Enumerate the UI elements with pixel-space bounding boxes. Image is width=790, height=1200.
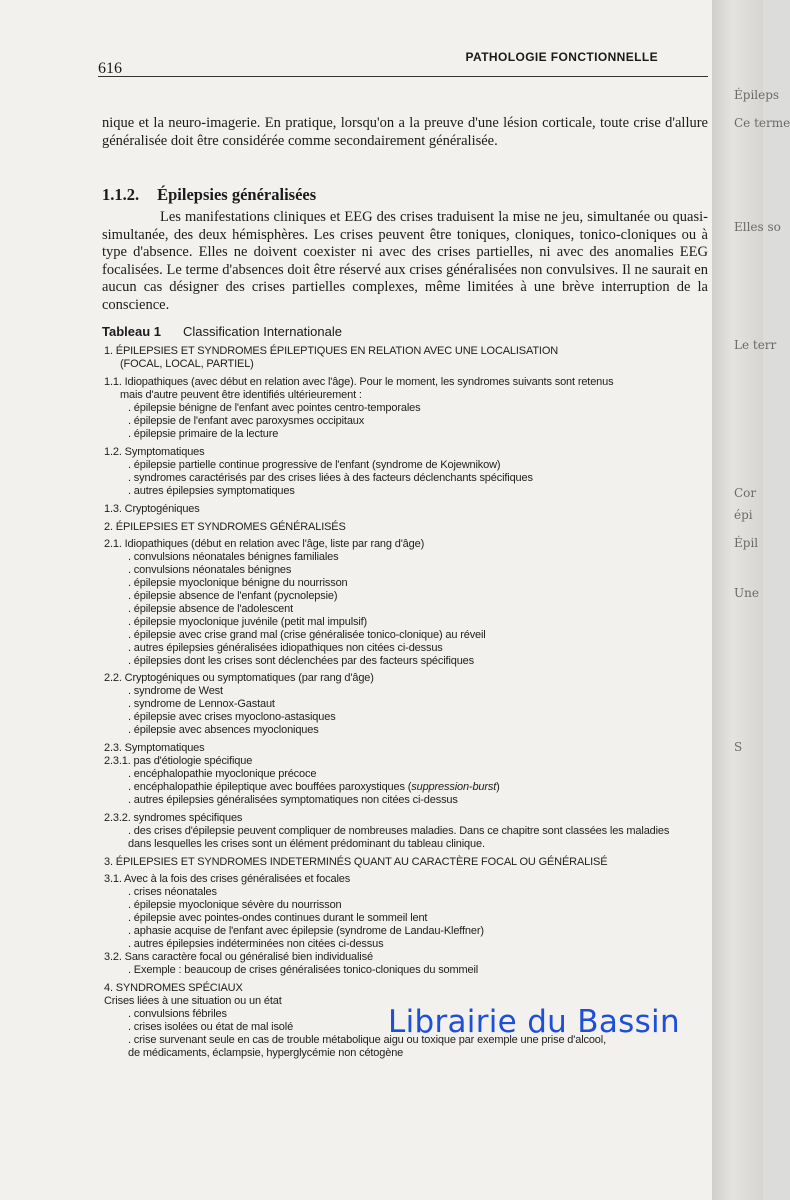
table-line: Crises liées à une situation ou un état <box>104 995 282 1007</box>
table-line: 2.1. Idiopathiques (début en relation avec l'âge, liste par rang d'âge) <box>104 538 425 550</box>
table-line: . convulsions néonatales bénignes <box>128 564 292 576</box>
table-line: . épilepsie partielle continue progressive de l'enfant (syndrome de Kojewnikow) <box>128 459 501 471</box>
table-line: . convulsions fébriles <box>128 1008 227 1020</box>
section-heading <box>102 185 316 205</box>
table-line: . épilepsie avec crises myoclono-astasiques <box>128 711 336 723</box>
table-line: 1.1. Idiopathiques (avec début en relation avec l'âge). Pour le moment, les syndromes suivants sont retenus <box>104 376 614 388</box>
table-line-text: . encéphalopathie épileptique avec bouffées paroxystiques ( <box>128 781 412 793</box>
table-line: 4. SYNDROMES SPÉCIAUX <box>104 982 243 994</box>
table-line: . crises isolées ou état de mal isolé <box>128 1021 294 1033</box>
table-line: . autres épilepsies symptomatiques <box>128 485 295 497</box>
table-line: 3.2. Sans caractère focal ou généralisé bien individualisé <box>104 951 373 963</box>
table-line: . encéphalopathie myoclonique précoce <box>128 768 317 780</box>
table-line: 2.3. Symptomatiques <box>104 742 205 754</box>
table-line: . épilepsie avec pointes-ondes continues durant le sommeil lent <box>128 912 428 924</box>
section-body: Les manifestations cliniques et EEG des crises traduisent la mise ne jeu, simultanée ou quasi-simultanée, des deux hémisphères. Les crises peuvent être toniques, cloniques, tonico-cloniques ou à type d'absence. Elles ne doivent coexister ni avec des crises partielles, ni avec des anomalies EEG focalisées. Le terme d'absences doit être réservé aux crises généralisées non convulsives. Il ne saurait en aucun cas désigner des crises partielles complexes, même limitées à une brève interruption de la conscience. <box>102 209 708 313</box>
facing-fragment: Épileps <box>734 88 780 102</box>
table-line: . épilepsie de l'enfant avec paroxysmes occipitaux <box>128 415 365 427</box>
table-line: . épilepsie avec absences myocloniques <box>128 724 319 736</box>
facing-fragment: Une <box>734 586 759 600</box>
facing-fragment: S <box>734 740 743 754</box>
table-line: . Exemple : beaucoup de crises généralisées tonico-cloniques du sommeil <box>128 964 479 976</box>
table-line: . épilepsies dont les crises sont déclenchées par des facteurs spécifiques <box>128 655 474 667</box>
table-line: . épilepsie myoclonique sévère du nourrisson <box>128 899 342 911</box>
table-line: . autres épilepsies indéterminées non citées ci-dessus <box>128 938 384 950</box>
table-line: . aphasie acquise de l'enfant avec épilepsie (syndrome de Landau-Kleffner) <box>128 925 484 937</box>
header-rule <box>98 76 708 77</box>
facing-fragment: Ce terme <box>734 116 790 130</box>
table-line: . autres épilepsies généralisées idiopathiques non citées ci-dessus <box>128 642 443 654</box>
table-line: . crises néonatales <box>128 886 217 898</box>
table-line: . syndromes caractérisés par des crises liées à des facteurs déclenchants spécifiques <box>128 472 533 484</box>
table-line: 1.2. Symptomatiques <box>104 446 205 458</box>
facing-fragment: Elles so <box>734 220 781 234</box>
facing-fragment: épi <box>734 508 753 522</box>
running-title: PATHOLOGIE FONCTIONNELLE <box>465 50 658 64</box>
table-line <box>104 781 704 794</box>
table-line: . épilepsie absence de l'enfant (pycnolepsie) <box>128 590 338 602</box>
facing-fragment: Épil <box>734 536 759 550</box>
table-line: dans lesquelles les crises sont un élément prédominant du tableau clinique. <box>128 838 485 850</box>
facing-fragment: Le terr <box>734 338 777 352</box>
table-line: 3. ÉPILEPSIES ET SYNDROMES INDETERMINÉS QUANT AU CARACTÈRE FOCAL OU GÉNÉRALISÉ <box>104 856 608 868</box>
intro-paragraph: nique et la neuro-imagerie. En pratique, lorsqu'on a la preuve d'une lésion corticale, toute crise d'allure généralisée doit être considérée comme secondairement généralisée. <box>102 115 708 149</box>
table-line: (FOCAL, LOCAL, PARTIEL) <box>120 358 254 370</box>
table-line: . convulsions néonatales bénignes familiales <box>128 551 339 563</box>
table-line: de médicaments, éclampsie, hyperglycémie non cétogène <box>128 1047 404 1059</box>
table-line: . épilepsie myoclonique juvénile (petit mal impulsif) <box>128 616 368 628</box>
table-line: 2.3.2. syndromes spécifiques <box>104 812 243 824</box>
table-line: . épilepsie primaire de la lecture <box>128 428 279 440</box>
table-label: Tableau 1 <box>102 324 162 339</box>
table-line: . crise survenant seule en cas de trouble métabolique aigu ou toxique par exemple une prise d'alcool, <box>128 1034 606 1046</box>
table-line: . épilepsie myoclonique bénigne du nourrisson <box>128 577 348 589</box>
table-line: . épilepsie avec crise grand mal (crise généralisée tonico-clonique) au réveil <box>128 629 486 641</box>
table-line: 2.3.1. pas d'étiologie spécifique <box>104 755 253 767</box>
table-line: . autres épilepsies généralisées symptomatiques non citées ci-dessus <box>128 794 458 806</box>
facing-page-edge <box>712 0 790 1200</box>
table-line: . épilepsie bénigne de l'enfant avec pointes centro-temporales <box>128 402 421 414</box>
facing-fragment: Cor <box>734 486 757 500</box>
section-number: 1.1.2. <box>102 185 140 204</box>
table-line: 3.1. Avec à la fois des crises généralisées et focales <box>104 873 351 885</box>
section-title: Épilepsies généralisées <box>157 185 317 204</box>
table-line: . épilepsie absence de l'adolescent <box>128 603 294 615</box>
table-line: 1.3. Cryptogéniques <box>104 503 200 515</box>
table-line-text: ) <box>496 781 500 793</box>
table-line: . des crises d'épilepsie peuvent compliquer de nombreuses maladies. Dans ce chapitre sont classées les maladies <box>128 825 670 837</box>
table-title: Classification Internationale <box>183 324 342 339</box>
table-line: . syndrome de Lennox-Gastaut <box>128 698 275 710</box>
table-caption <box>102 324 342 339</box>
table-line: 2.2. Cryptogéniques ou symptomatiques (par rang d'âge) <box>104 672 374 684</box>
table-line: 2. ÉPILEPSIES ET SYNDROMES GÉNÉRALISÉS <box>104 521 346 533</box>
table-line: . syndrome de West <box>128 685 223 697</box>
table-line: mais d'autre peuvent être identifiés ultérieurement : <box>120 389 362 401</box>
classification-table <box>104 345 704 1060</box>
table-line: 1. ÉPILEPSIES ET SYNDROMES ÉPILEPTIQUES EN RELATION AVEC UNE LOCALISATION <box>104 345 559 357</box>
bookseller-watermark: Librairie du Bassin <box>388 1004 680 1040</box>
page-number: 616 <box>98 60 122 77</box>
table-line-italic: suppression-burst <box>411 781 497 793</box>
